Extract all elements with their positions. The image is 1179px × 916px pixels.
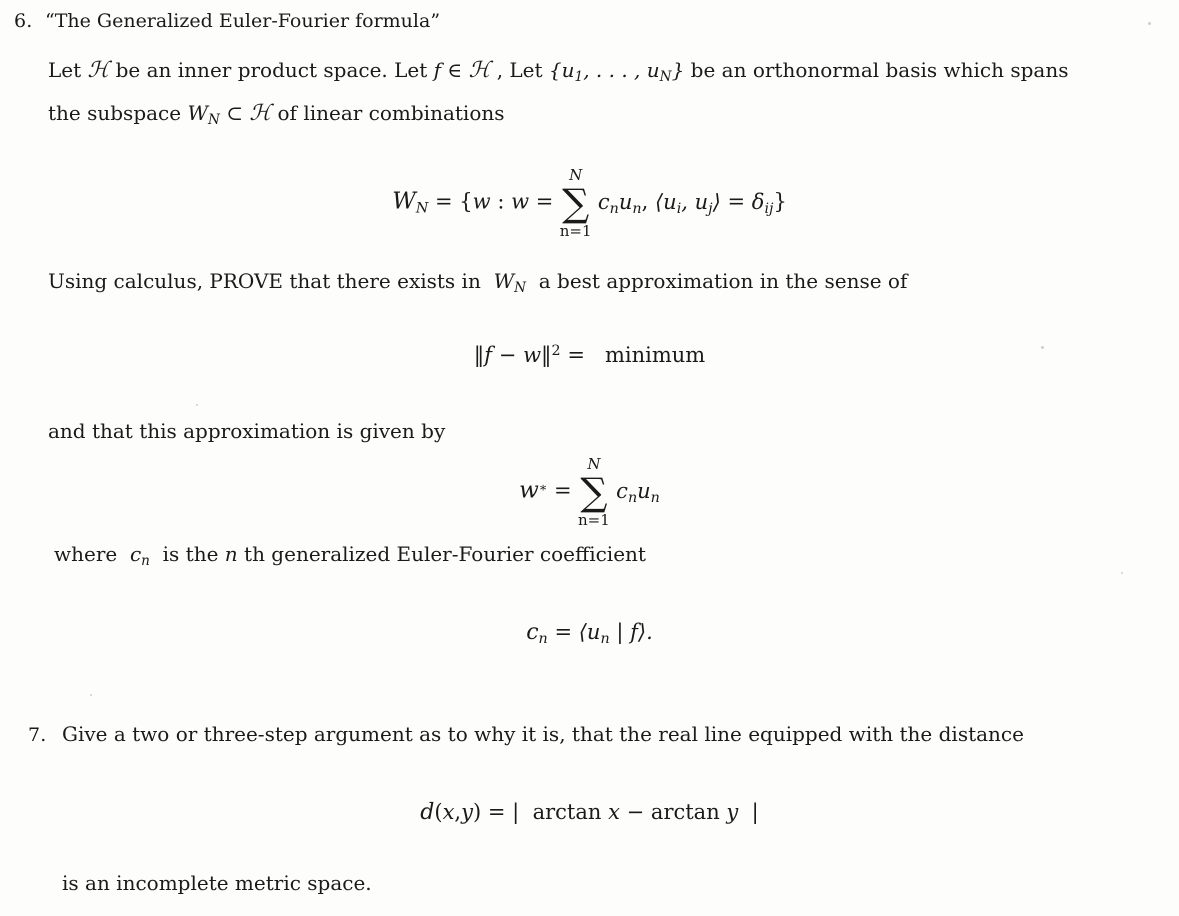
script-H-symbol: ℋ [249,101,272,126]
comma: , [454,800,462,824]
paren-open: ( [434,800,443,824]
symbol-f: f [484,343,493,368]
symbol-W: W [493,269,515,293]
norm-bar-close: ‖ [541,343,552,368]
abs-bar-open: | [512,800,520,824]
equals-sign: = [435,189,453,214]
inner-open: ⟨u [654,189,677,214]
index-n: n [224,542,238,566]
variable-y: y [461,800,473,824]
text-fragment: Using calculus, PROVE that there exists in [48,269,481,293]
symbol-W: W [187,101,209,125]
scan-speckle [196,404,198,406]
text-fragment: a best approximation in the sense of [538,269,908,293]
equation-wn-definition [0,166,1179,241]
inner-open: ⟨u [578,620,601,644]
summation-lower-limit: n=1 [559,222,592,241]
brace-open: { [459,189,473,214]
text-fragment: , Let [496,58,543,82]
delta-symbol: δ [751,189,765,214]
problem-6-line-1 [48,60,1068,84]
equation-distance-function [0,800,1179,825]
subscript-n: n [141,552,150,569]
inner-product-ui-uj [654,189,721,217]
subscript-n: n [609,200,619,217]
equals-sign: = [554,478,572,503]
norm-bar-open: ‖ [473,343,485,368]
basis-u: u [637,478,651,503]
equals-sign: = [554,620,573,644]
star-superscript: ∗ [538,479,548,495]
scan-speckle [1121,572,1123,574]
set-open: {u [548,58,575,82]
equation-cn-inner-product [0,620,1179,647]
brace-close: } [773,189,787,214]
summation-upper-limit: N [569,166,583,184]
distance-function-d: d [420,800,435,825]
text-fragment: be an orthonormal basis which spans [690,58,1069,82]
arctan-label: arctan [650,800,720,824]
text-fragment: th generalized Euler-Fourier coefficient [244,542,646,566]
subscript-N: N [208,111,220,128]
coefficient-c: c [129,542,142,566]
text-fragment: is an incomplete metric space. [62,871,372,895]
subscript-n: n [650,489,660,506]
script-H-symbol: ℋ [87,58,110,83]
subscript-N: N [514,279,527,296]
summation-upper-limit: N [587,455,601,473]
term-cn-un [597,189,642,217]
summation-operator [578,455,610,530]
sigma-icon: ∑ [580,470,608,514]
symbol-f: f [630,620,638,644]
inner-close: ⟩. [637,620,653,644]
abs-bar-close: | [751,800,759,824]
problem-6-number: 6. [14,10,33,32]
exponent-2: 2 [551,343,561,359]
symbol-w: w [472,189,491,214]
index-N: N [659,68,672,85]
variable-x: x [442,800,455,824]
subscript-i: i [676,200,682,217]
subset-symbol: ⊂ [226,101,244,125]
problem-6-prose-1 [48,271,907,295]
text-fragment: is the [162,542,219,566]
inner-close: ⟩ [712,189,721,214]
minus-sign: − [626,800,645,824]
inner-comma: , u [681,189,709,214]
term-cn-un [616,478,660,506]
sigma-icon: ∑ [562,181,590,225]
problem-7-prose-2 [62,873,372,893]
symbol-w: w [511,189,530,214]
paren-close: ) [472,800,482,824]
symbol-f: f [433,58,442,82]
problem-7-prose-1 [62,724,1024,744]
text-fragment: of linear combinations [277,101,505,125]
minus-sign: − [498,343,517,368]
text-fragment: and that this approximation is given by [48,419,446,443]
coefficient-c: c [616,478,628,503]
coefficient-c: c [597,189,610,214]
equals-sign: = [567,343,585,368]
text-fragment: where [54,542,118,566]
coefficient-c: c [526,620,539,645]
set-close: } [671,58,685,82]
problem-6-title: “The Generalized Euler-Fourier formula” [45,10,441,32]
vertical-bar: | [616,620,624,644]
orthonormal-basis-set [548,58,691,85]
variable-y: y [726,800,739,824]
text-fragment: be an inner product space. Let [115,58,428,82]
summation-operator [559,166,592,241]
subscript-N: N [415,200,429,217]
subscript-n: n [627,489,638,506]
equals-sign: = [487,800,506,824]
summation-lower-limit: n=1 [578,511,610,530]
subscript-n: n [600,630,610,647]
text-fragment: Give a two or three-step argument as to why it is, that the real line equipped with the distance [62,722,1024,746]
symbol-w: w [519,477,539,504]
problem-6-prose-3 [54,544,646,568]
subscript-ij: ij [764,200,774,217]
colon: : [497,189,505,214]
coefficient-cn [124,542,157,569]
problem-6-prose-2 [48,421,445,441]
subspace-W-N [487,269,532,296]
scan-speckle [1148,22,1151,25]
subscript-j: j [708,200,713,217]
scan-speckle [90,694,92,696]
minimum-label: minimum [604,343,706,368]
inner-product-un-f [578,620,653,647]
variable-x: x [608,800,620,824]
problem-7-number: 7. [28,724,47,746]
subscript-n: n [538,630,548,647]
basis-u: u [618,189,633,214]
comma: , [641,189,649,214]
subscript-n: n [632,200,642,217]
equals-sign: = [535,189,554,214]
symbol-w: w [523,343,542,368]
kronecker-delta [751,189,774,217]
equation-w-star [0,455,1179,530]
text-fragment: Let [48,58,82,82]
arctan-label: arctan [532,800,602,824]
set-dots: , . . . , u [583,58,660,82]
index-1: 1 [574,68,584,85]
script-H-symbol: ℋ [468,58,491,83]
symbol-W: W [392,188,416,215]
subspace-W-N [187,101,220,128]
equals-sign: = [727,189,746,214]
element-of-symbol: ∈ [447,58,463,82]
problem-6-line-2 [48,103,505,127]
equation-minimum [0,343,1179,367]
text-fragment: the subspace [48,101,182,125]
